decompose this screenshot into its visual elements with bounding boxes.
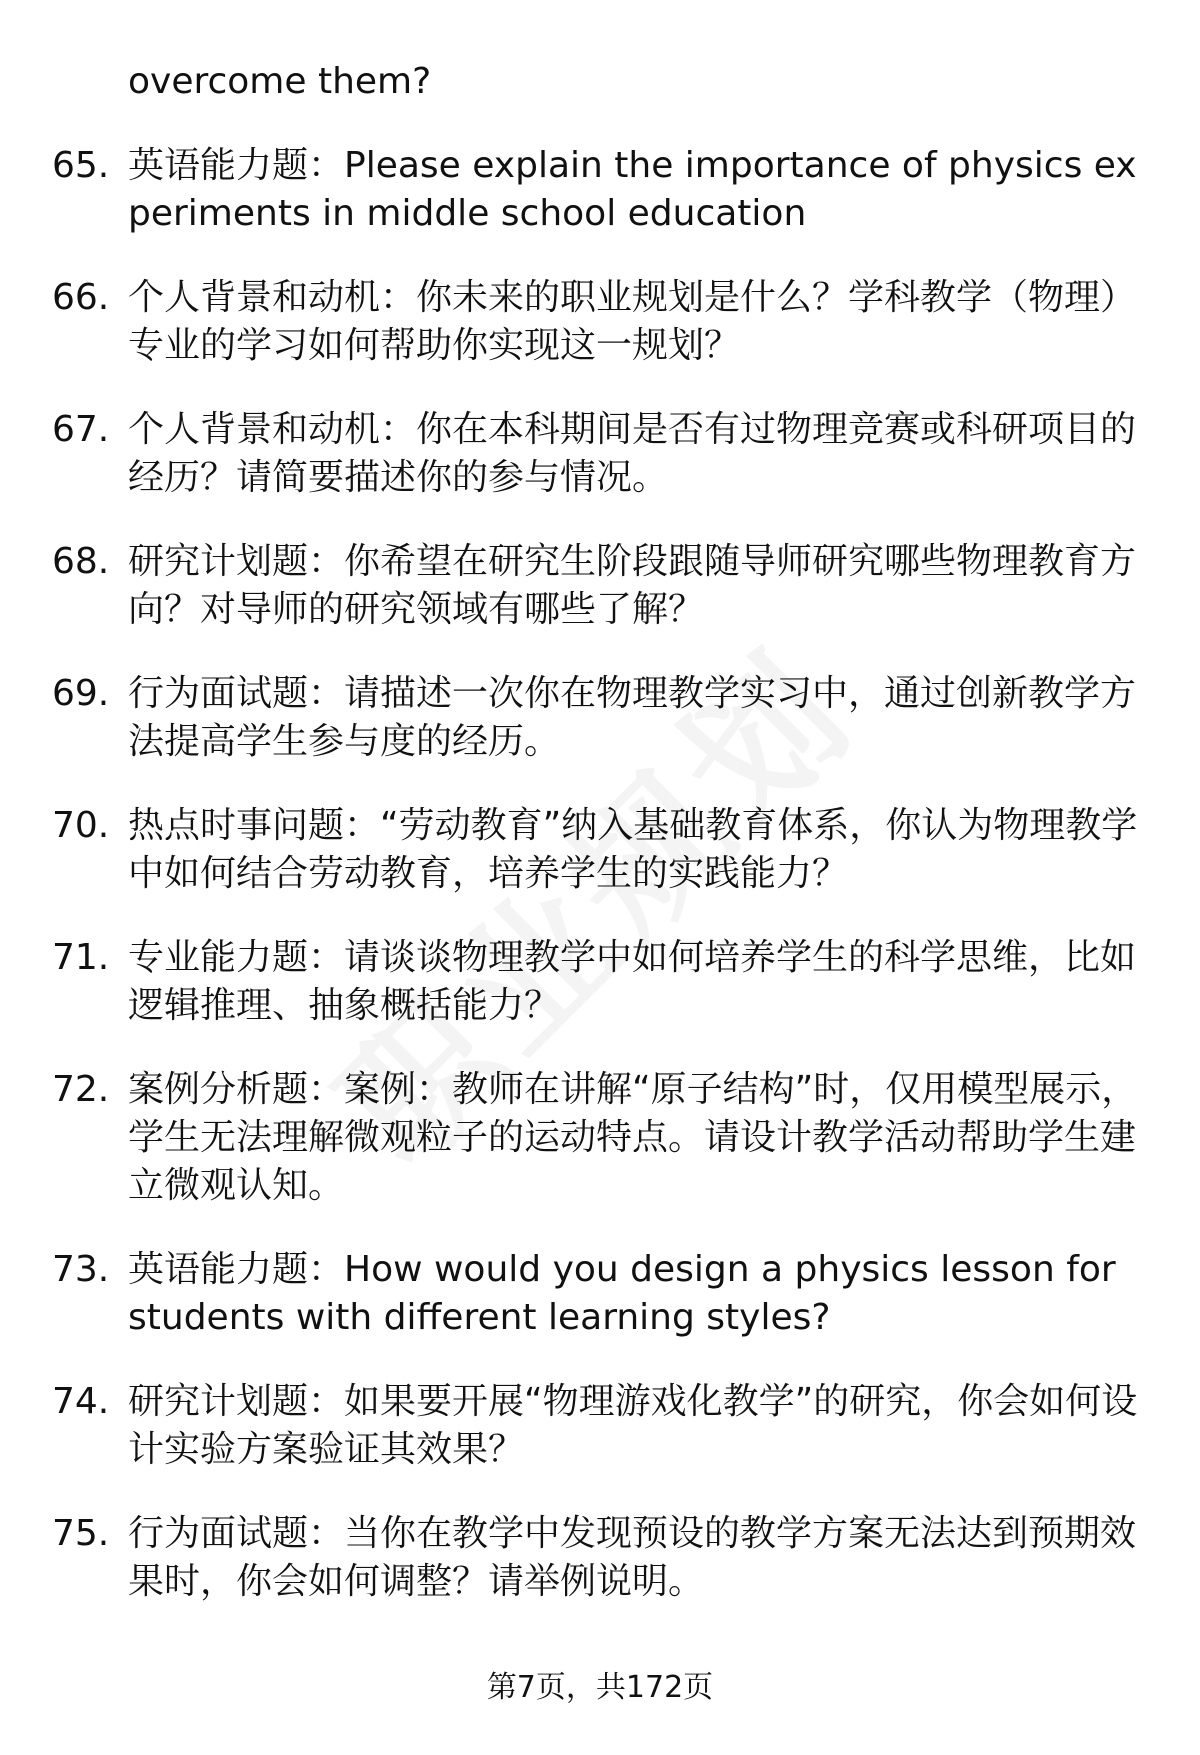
question-item: [0, 538, 1200, 634]
question-number: 70.: [52, 805, 110, 846]
question-item: [0, 1378, 1200, 1474]
question-text: 个人背景和动机：你在本科期间是否有过物理竞赛或科研项目的经历？请简要描述你的参与情况。: [128, 409, 1137, 498]
question-number: 65.: [52, 145, 110, 186]
question-text: 研究计划题：你希望在研究生阶段跟随导师研究哪些物理教育方向？对导师的研究领域有哪些了解？: [128, 541, 1137, 630]
question-item: [0, 142, 1200, 238]
question-item: [0, 670, 1200, 766]
continued-question-text: overcome them?: [128, 61, 432, 102]
question-item: [0, 1510, 1200, 1606]
question-text: 行为面试题：请描述一次你在物理教学实习中，通过创新教学方法提高学生参与度的经历。: [128, 673, 1137, 762]
question-text: 个人背景和动机：你未来的职业规划是什么？学科教学（物理）专业的学习如何帮助你实现这一规划？: [128, 277, 1137, 366]
question-item: [0, 274, 1200, 370]
question-list: [0, 142, 1200, 1642]
question-text: 研究计划题：如果要开展“物理游戏化教学”的研究，你会如何设计实验方案验证其效果？: [128, 1381, 1138, 1470]
question-number: 71.: [52, 937, 110, 978]
question-text: 专业能力题：请谈谈物理教学中如何培养学生的科学思维，比如逻辑推理、抽象概括能力？: [128, 937, 1137, 1026]
question-item: [0, 406, 1200, 502]
question-number: 74.: [52, 1381, 110, 1422]
question-item: [0, 1066, 1200, 1210]
question-text: 英语能力题：How would you design a physics lesson for students with different learning styles?: [128, 1249, 1116, 1338]
question-item: [0, 934, 1200, 1030]
question-number: 68.: [52, 541, 110, 582]
question-number: 75.: [52, 1513, 110, 1554]
question-item: [0, 802, 1200, 898]
question-text: 案例分析题：案例：教师在讲解“原子结构”时，仅用模型展示，学生无法理解微观粒子的运动特点。请设计教学活动帮助学生建立微观认知。: [128, 1069, 1138, 1206]
page-footer: 第7页，共172页: [486, 1670, 714, 1705]
question-number: 72.: [52, 1069, 110, 1110]
question-text: 行为面试题：当你在教学中发现预设的教学方案无法达到预期效果时，你会如何调整？请举例说明。: [128, 1513, 1137, 1602]
question-item: [0, 1246, 1200, 1342]
question-number: 66.: [52, 277, 110, 318]
question-text: 热点时事问题：“劳动教育”纳入基础教育体系，你认为物理教学中如何结合劳动教育，培养学生的实践能力？: [128, 805, 1138, 894]
question-number: 67.: [52, 409, 110, 450]
question-text: 英语能力题：Please explain the importance of physics experiments in middle school education: [128, 145, 1137, 234]
question-number: 73.: [52, 1249, 110, 1290]
question-number: 69.: [52, 673, 110, 714]
